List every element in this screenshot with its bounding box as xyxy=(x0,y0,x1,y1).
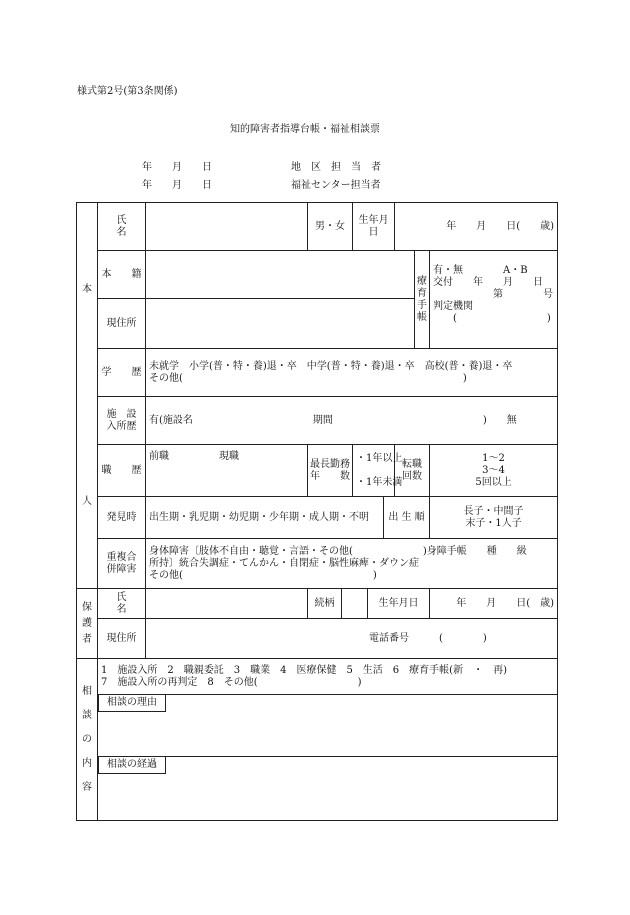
guardian-relation-field[interactable] xyxy=(342,589,368,619)
person-birth-label: 生年月日 xyxy=(353,203,395,251)
page-title: 知的障害者指導台帳・福祉相談票 xyxy=(230,124,380,135)
person-name-field[interactable] xyxy=(146,203,308,251)
multiple-disability-label: 重複合 併障害 xyxy=(98,539,146,589)
discovery-options[interactable]: 出生期・乳児期・幼児期・少年期・成人期・不明 xyxy=(146,497,384,539)
guardian-phone: 電話番号 ( ) xyxy=(369,632,487,644)
ryouiku-label: 療育 手帳 xyxy=(415,251,430,349)
center-officer-label: 福祉センター担当者 xyxy=(291,180,381,191)
section-label-honnin: 本 人 xyxy=(77,203,98,589)
job-label: 職 歴 xyxy=(98,445,146,497)
guardian-name-field[interactable] xyxy=(146,589,308,619)
job-change-options[interactable]: 1～2 3～4 5回以上 xyxy=(430,445,558,497)
discovery-label: 発見時 xyxy=(98,497,146,539)
guardian-birth-field[interactable]: 年 月 日( 歳) xyxy=(430,589,558,619)
job-field[interactable]: 前職 現職 xyxy=(146,445,308,497)
multiple-disability-field[interactable]: 身体障害〔肢体不自由・聴覚・言語・その他( )身障手帳 種 級 所持〕統合失調症・てんかん・自閉症・脳性麻痺・ダウン症 その他( ) xyxy=(146,539,558,589)
section-label-hogosha: 保 護 者 xyxy=(77,589,98,659)
birth-order-label: 出 生 順 xyxy=(384,497,430,539)
guardian-name-label: 氏 名 xyxy=(98,589,146,619)
facility-field[interactable]: 有(施設名 期間 ) 無 xyxy=(146,397,558,445)
address-field[interactable] xyxy=(146,299,415,349)
sex-options[interactable]: 男・女 xyxy=(308,203,353,251)
district-officer-label: 地 区 担 当 者 xyxy=(291,162,381,173)
honseki-label: 本 籍 xyxy=(98,251,146,299)
school-label: 学 歴 xyxy=(98,349,146,397)
form-number: 様式第2号(第3条関係) xyxy=(77,86,178,97)
longest-tenure-options[interactable]: ・1年以上 ・1年未満 xyxy=(353,445,395,497)
date-row-2: 年 月 日 xyxy=(142,180,212,191)
ryouiku-field[interactable]: 有・無 A・B 交付 年 月 日 第 号 判定機関 ( ) xyxy=(430,251,558,349)
consultation-reason-label: 相談の理由 xyxy=(98,694,166,712)
school-field[interactable]: 未就学 小学(普・特・養)退・卒 中学(普・特・養)退・卒 高校(普・養)退・卒 その他( ) xyxy=(146,349,558,397)
guardian-address-field[interactable] xyxy=(146,619,558,659)
birth-order-options[interactable]: 長子・中間子 末子・1人子 xyxy=(430,497,558,539)
guardian-birth-label: 生年月日 xyxy=(368,589,430,619)
longest-tenure-label: 最長勤務 年 数 xyxy=(308,445,353,497)
job-change-label: 転職 回数 xyxy=(395,445,430,497)
guardian-address-label: 現住所 xyxy=(98,619,146,659)
address-label: 現住所 xyxy=(98,299,146,349)
person-name-label: 氏 名 xyxy=(98,203,146,251)
consultation-items[interactable]: 1 施設入所 2 職親委託 3 職業 4 医療保健 5 生活 6 療育手帳(新 ・ 再) 7 施設入所の再判定 8 その他( ) xyxy=(98,659,558,695)
honseki-field[interactable] xyxy=(146,251,415,299)
person-birth-field[interactable]: 年 月 日( 歳) xyxy=(395,203,558,251)
consultation-form-table xyxy=(76,202,558,821)
section-label-soudan: 相 談 の 内 容 xyxy=(77,659,98,821)
guardian-relation-label: 続柄 xyxy=(308,589,342,619)
date-row-1: 年 月 日 xyxy=(142,162,212,173)
consultation-progress-label: 相談の経過 xyxy=(98,756,166,774)
consultation-reason-field[interactable] xyxy=(98,695,558,757)
facility-label: 施 設 入所歴 xyxy=(98,397,146,445)
consultation-progress-field[interactable] xyxy=(98,757,558,821)
